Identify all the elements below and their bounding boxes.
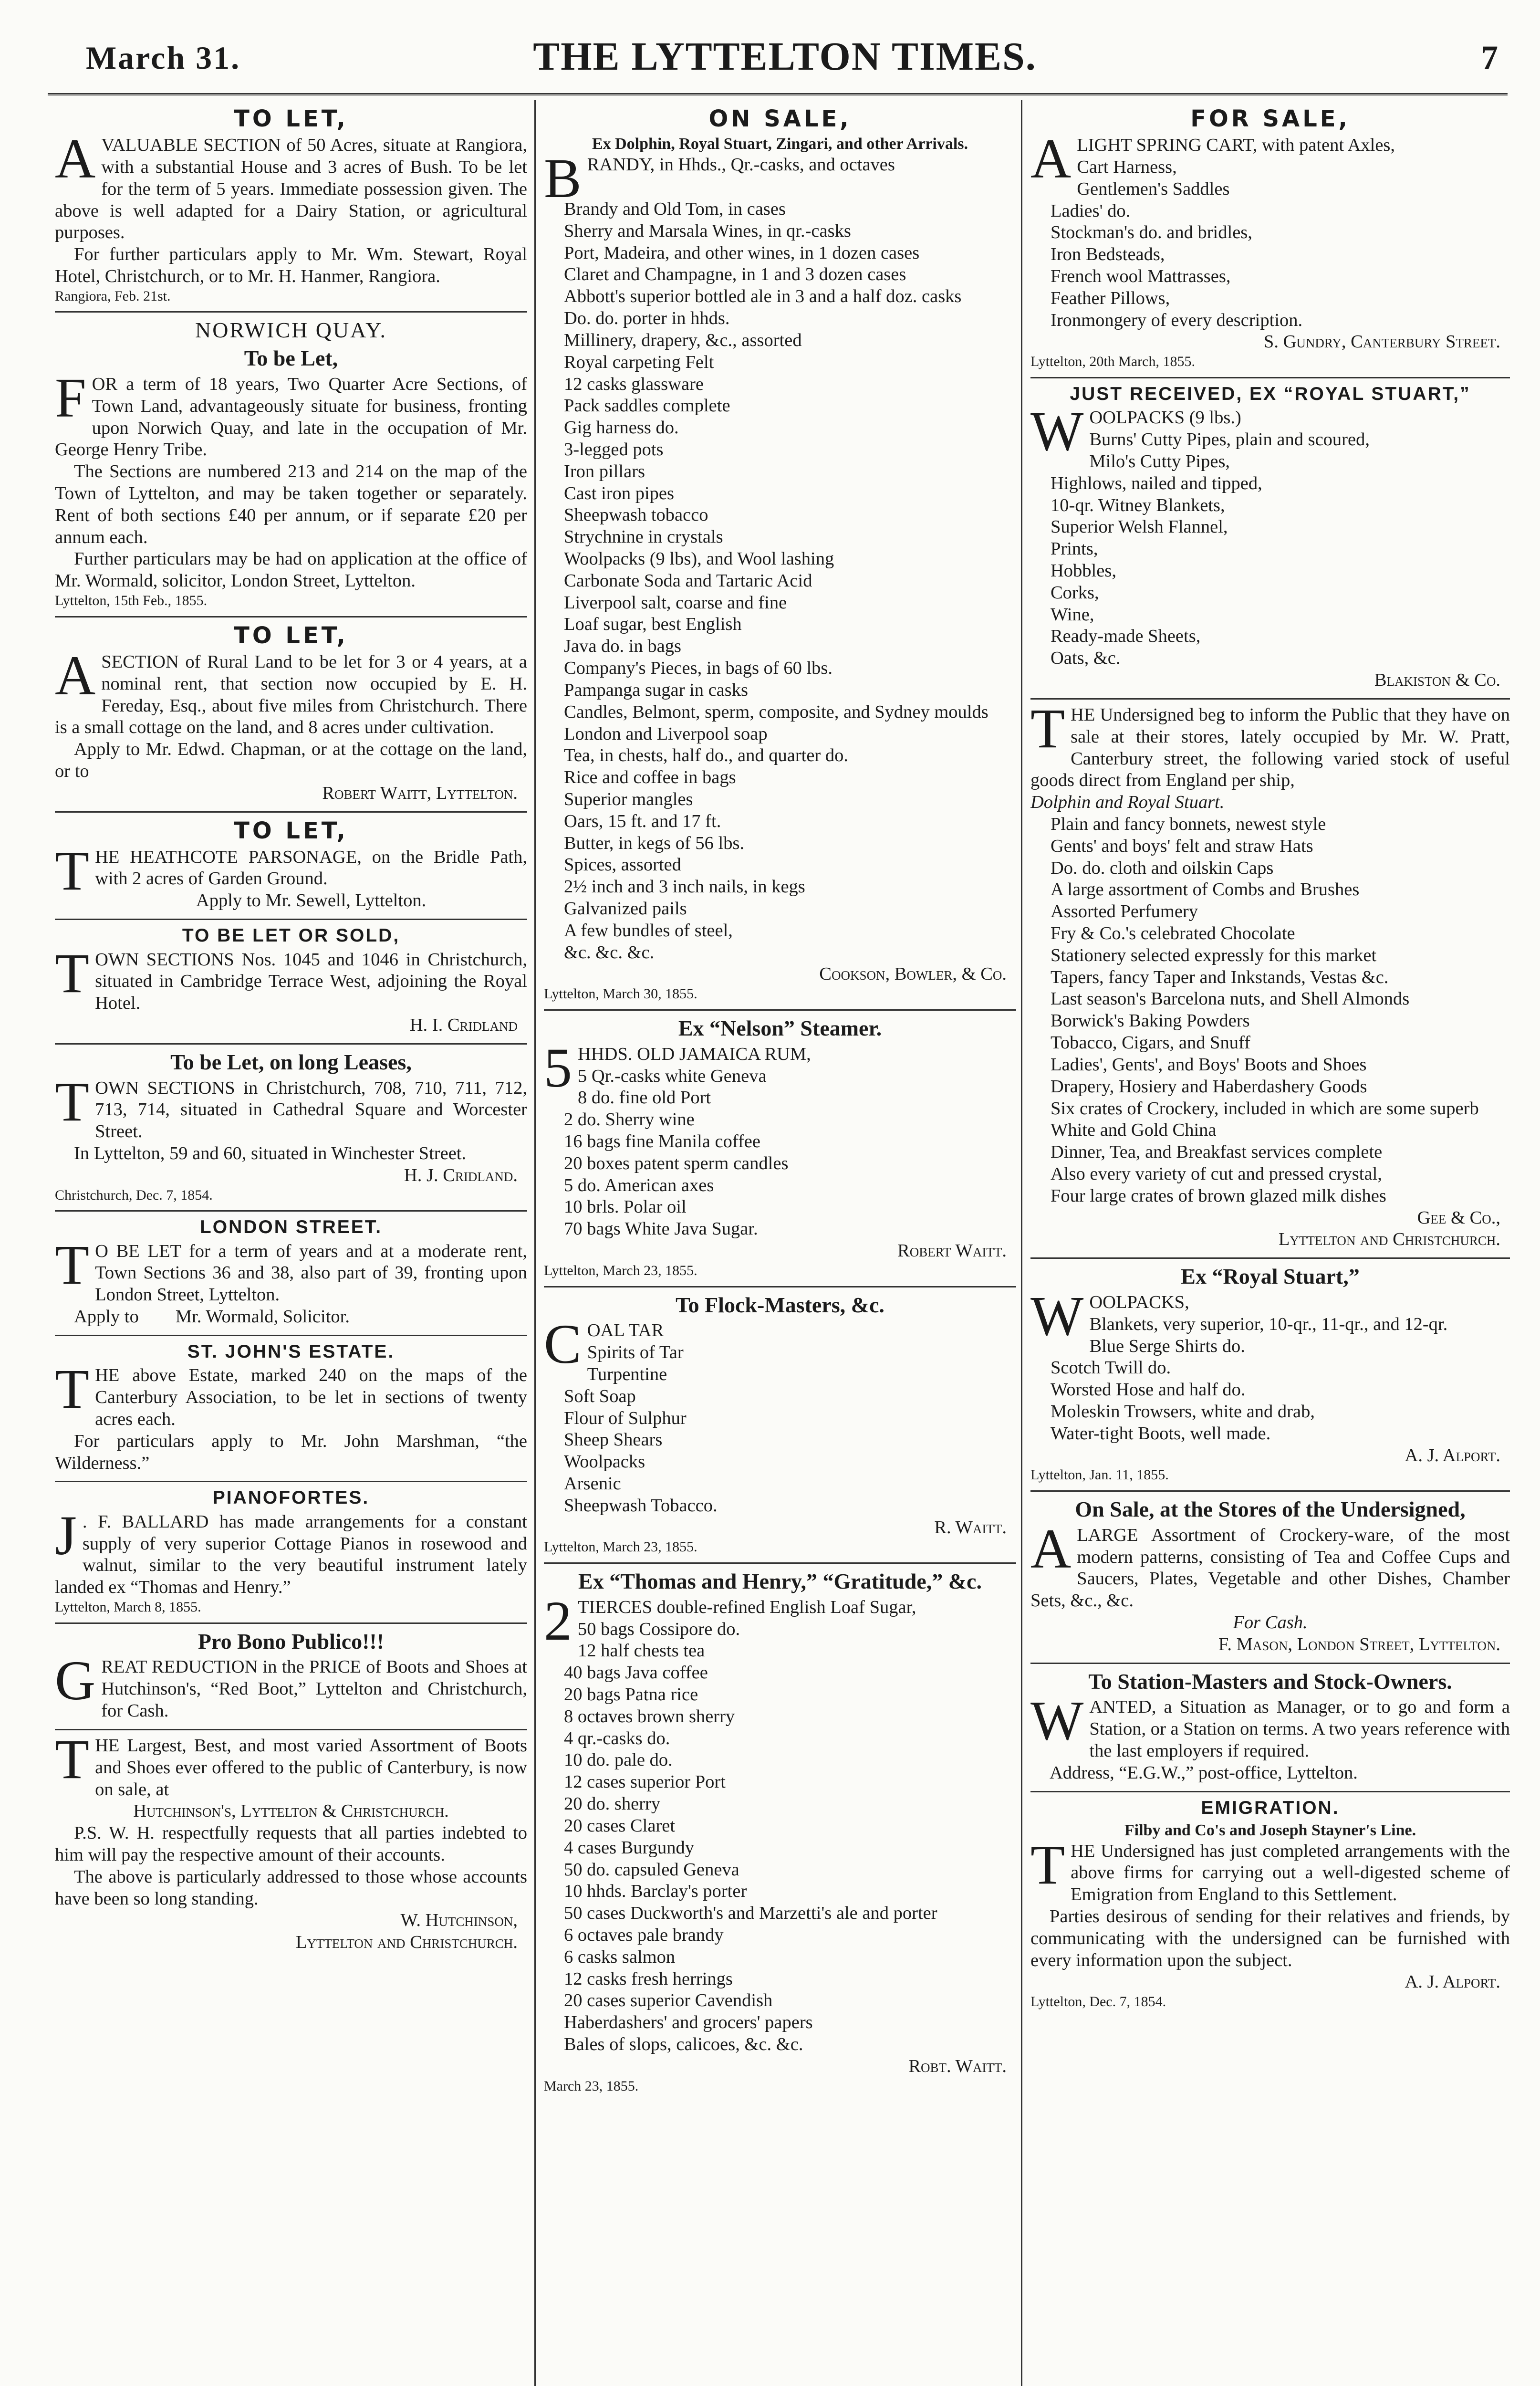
list-item: 10 do. pale do. xyxy=(564,1750,673,1770)
drop-cap: G xyxy=(55,1649,96,1712)
list-item: Pampanga sugar in casks xyxy=(564,680,748,700)
ad-body: Further particulars may be had on application at the office of Mr. Wormald, solicitor, London Street, Lyttelton. xyxy=(55,549,527,591)
drop-cap: F xyxy=(55,366,86,429)
list-item: Sherry and Marsala Wines, in qr.-casks xyxy=(564,220,851,241)
ad-separator xyxy=(1030,698,1510,700)
ad-date: Rangiora, Feb. 21st. xyxy=(55,288,171,304)
list-item: Tea, in chests, half do., and quarter do. xyxy=(564,745,848,766)
list-item: 12 cases superior Port xyxy=(564,1772,726,1792)
ad-date: Christchurch, Dec. 7, 1854. xyxy=(55,1187,213,1203)
ad-hutchinson-boots xyxy=(55,1727,527,1954)
ad-heading: Ex “Royal Stuart,” xyxy=(1181,1264,1360,1289)
ad-separator xyxy=(1030,1663,1510,1664)
drop-cap: A xyxy=(1030,127,1072,190)
item-list xyxy=(544,1066,1016,1241)
list-item: Ironmongery of every description. xyxy=(1051,310,1303,330)
list-item: Company's Pieces, in bags of 60 lbs. xyxy=(564,658,833,679)
ad-body: Apply to Mr. Wormald, Solicitor. xyxy=(74,1307,350,1327)
ad-heading: To be Let, on long Leases, xyxy=(170,1049,412,1074)
list-item: Port, Madeira, and other wines, in 1 dozen cases xyxy=(564,242,920,263)
list-item: Iron pillars xyxy=(564,461,645,481)
item-list xyxy=(544,1342,1016,1517)
ad-separator xyxy=(544,1286,1016,1287)
ad-signature: H. I. Cridland xyxy=(409,1015,518,1035)
list-item: Four large crates of brown glazed milk dishes xyxy=(1051,1185,1386,1206)
list-item: French wool Mattrasses, xyxy=(1051,266,1231,286)
ad-for-sale-cart xyxy=(1030,105,1510,370)
newspaper-title: THE LYTTELTON TIMES. xyxy=(533,34,1037,79)
item-list xyxy=(544,199,1016,963)
ad-subheading: To be Let, xyxy=(244,346,338,371)
ad-body: For further particulars apply to Mr. Wm. Stewart, Royal Hotel, Christchurch, or to Mr. H. Hanmer, Rangiora. xyxy=(55,244,527,286)
item-list xyxy=(1030,157,1510,332)
list-item: 6 casks salmon xyxy=(564,1946,676,1967)
ad-body: The Sections are numbered 213 and 214 on the map of the Town of Lyttelton, and may be taken together or separately. Rent of both sections £40 per annum, or if separate £20 per annum each. xyxy=(55,461,527,547)
list-item: 12 half chests tea xyxy=(578,1641,705,1661)
ad-signature: Robt. Waitt. xyxy=(908,2056,1007,2076)
ad-body: Hutchinson's, Lyttelton & Christchurch. xyxy=(133,1801,449,1821)
list-item: Gents' and boys' felt and straw Hats xyxy=(1051,836,1313,856)
list-item: Gig harness do. xyxy=(564,418,679,438)
list-item: Tobacco, Cigars, and Snuff xyxy=(1051,1033,1250,1053)
ad-separator xyxy=(1030,1257,1510,1259)
list-item: 40 bags Java coffee xyxy=(564,1663,708,1683)
ad-heading: FOR SALE, xyxy=(1190,105,1350,132)
ad-separator xyxy=(55,1622,527,1624)
item-list xyxy=(1030,814,1510,1207)
list-item: Dinner, Tea, and Breakfast services complete xyxy=(1051,1142,1383,1162)
list-item: Flour of Sulphur xyxy=(564,1408,687,1428)
list-item: Highlows, nailed and tipped, xyxy=(1051,473,1262,493)
ad-to-let-rural xyxy=(55,622,527,805)
list-item: 50 bags Cossipore do. xyxy=(578,1619,740,1639)
ad-signature: A. J. Alport. xyxy=(1405,1972,1500,1992)
ad-body: OR a term of 18 years, Two Quarter Acre Sections, of Town Land, advantageously situate for business, fronting upon Norwich Quay, and late in the occupation of Mr. George Henry Tribe. xyxy=(55,374,527,460)
list-item: Arsenic xyxy=(564,1473,621,1494)
ad-body: . F. BALLARD has made arrangements for a constant supply of very superior Cottage Pianos in rosewood and walnut, similar to the very beautiful instrument lately landed ex “Thomas and Henry.” xyxy=(55,1511,527,1598)
ad-body: HHDS. OLD JAMAICA RUM, xyxy=(578,1044,811,1064)
ad-body: Address, “E.G.W.,” post-office, Lyttelton. xyxy=(1050,1762,1358,1783)
item-list xyxy=(544,1619,1016,2056)
list-item: 2 do. Sherry wine xyxy=(564,1109,695,1130)
list-item: Stockman's do. and bridles, xyxy=(1051,222,1252,243)
ad-st-johns-estate xyxy=(55,1341,527,1474)
ad-heading: To Station-Masters and Stock-Owners. xyxy=(1088,1669,1452,1694)
ad-body: LARGE Assortment of Crockery-ware, of the most modern patterns, consisting of Tea and Coffee Cups and Saucers, Plates, Vegetable and other Dishes, Chamber Sets, &c., &c. xyxy=(1030,1525,1510,1611)
drop-cap: T xyxy=(55,839,90,902)
ad-body: TIERCES double-refined English Loaf Sugar, xyxy=(578,1597,916,1617)
ad-norwich-quay xyxy=(55,317,527,609)
ad-body: P.S. W. H. respectfully requests that all parties indebted to him will pay the respective amount of their accounts. xyxy=(55,1823,527,1865)
column-divider xyxy=(1021,100,1022,2386)
ad-long-leases xyxy=(55,1049,527,1203)
drop-cap: T xyxy=(1030,1833,1065,1896)
ad-pro-bono-publico xyxy=(55,1629,527,1722)
drop-cap: J xyxy=(55,1504,77,1567)
list-item: 2½ inch and 3 inch nails, in kegs xyxy=(564,877,805,897)
list-item: Do. do. cloth and oilskin Caps xyxy=(1051,858,1274,878)
list-item: Sheep Shears xyxy=(564,1430,663,1450)
ad-heading: TO LET, xyxy=(234,622,348,649)
list-item: Oats, &c. xyxy=(1051,648,1121,669)
list-item: Prints, xyxy=(1051,539,1098,559)
list-item: Cart Harness, xyxy=(1077,157,1177,177)
ad-signature: R. Waitt. xyxy=(934,1517,1007,1538)
ad-body: REAT REDUCTION in the PRICE of Boots and Shoes at Hutchinson's, “Red Boot,” Lyttelton and Christchurch, for Cash. xyxy=(101,1657,527,1721)
ad-body: HE HEATHCOTE PARSONAGE, on the Bridle Path, with 2 acres of Garden Ground. xyxy=(95,847,527,889)
ad-royal-stuart-woolpacks xyxy=(1030,1264,1510,1484)
ad-body: OAL TAR xyxy=(587,1320,664,1341)
ad-body: RANDY, in Hhds., Qr.-casks, and octaves xyxy=(587,154,895,175)
list-item: Drapery, Hosiery and Haberdashery Goods xyxy=(1051,1076,1367,1097)
list-item: 10 hhds. Barclay's porter xyxy=(564,1881,747,1902)
ad-heading: Ex “Thomas and Henry,” “Gratitude,” &c. xyxy=(578,1569,982,1594)
list-item: Abbott's superior bottled ale in 3 and a half doz. casks xyxy=(564,286,962,307)
ad-just-received xyxy=(1030,383,1510,691)
ad-separator xyxy=(544,1009,1016,1011)
drop-cap: A xyxy=(55,127,96,190)
list-item: &c. &c. &c. xyxy=(564,942,655,963)
list-item: 20 cases Claret xyxy=(564,1815,676,1836)
ad-body: O BE LET for a term of years and at a moderate rent, Town Sections 36 and 38, also part of 39, fronting upon London Street, Lyttelton. xyxy=(95,1241,527,1305)
ad-separator xyxy=(55,919,527,920)
drop-cap: A xyxy=(55,644,96,707)
drop-cap: T xyxy=(55,942,90,1005)
ad-body: In Lyttelton, 59 and 60, situated in Winchester Street. xyxy=(74,1143,467,1163)
list-item: 4 cases Burgundy xyxy=(564,1837,695,1858)
list-item: Rice and coffee in bags xyxy=(564,767,736,788)
list-item: 3-legged pots xyxy=(564,439,664,460)
ad-body: ANTED, a Situation as Manager, or to go and form a Station, or a Station on terms. A two years reference with the last employers if required. xyxy=(1089,1697,1510,1761)
ad-date: Lyttelton, March 23, 1855. xyxy=(544,1262,697,1278)
ad-separator xyxy=(1030,1791,1510,1792)
ad-heading: LONDON STREET. xyxy=(199,1217,383,1238)
ad-signature: Gee & Co., xyxy=(1417,1207,1500,1228)
ad-subheading: Filby and Co's and Joseph Stayner's Line. xyxy=(1124,1821,1416,1840)
ad-heading: Pro Bono Publico!!! xyxy=(198,1629,385,1653)
ad-heading: ST. JOHN'S ESTATE. xyxy=(187,1341,395,1362)
list-item: 50 cases Duckworth's and Marzetti's ale and porter xyxy=(564,1903,937,1924)
list-item: Pack saddles complete xyxy=(564,396,730,416)
ad-to-let-rangiora xyxy=(55,105,527,304)
list-item: 5 do. American axes xyxy=(564,1175,714,1195)
list-item: Haberdashers' and grocers' papers xyxy=(564,2012,813,2033)
list-item: Do. do. porter in hhds. xyxy=(564,308,730,329)
list-item: Brandy and Old Tom, in cases xyxy=(564,199,786,220)
ad-body: For particulars apply to Mr. John Marshman, “the Wilderness.” xyxy=(55,1431,527,1473)
list-item: Plain and fancy bonnets, newest style xyxy=(1051,814,1326,834)
ad-thomas-and-henry xyxy=(544,1569,1016,2094)
list-item: Stationery selected expressly for this market xyxy=(1051,945,1377,965)
list-item: Wine, xyxy=(1051,604,1094,625)
ad-heading: To Flock-Masters, &c. xyxy=(676,1292,884,1317)
ad-signature: Lyttelton and Christchurch. xyxy=(295,1932,518,1953)
ad-body: SECTION of Rural Land to be let for 3 or 4 years, at a nominal rent, that section now occupied by E. H. Fereday, Esq., about five miles from Christchurch. There is a small cottage on the land, and 8 acres under cultivation. xyxy=(55,651,527,738)
list-item: 12 casks fresh herrings xyxy=(564,1968,733,1989)
list-item: 4 qr.-casks do. xyxy=(564,1728,670,1748)
list-item: Butter, in kegs of 56 lbs. xyxy=(564,833,745,853)
list-item: Royal carpeting Felt xyxy=(564,352,714,372)
column-3 xyxy=(1030,103,1510,2386)
list-item: Blue Serge Shirts do. xyxy=(1089,1336,1245,1356)
ad-body: OWN SECTIONS in Christchurch, 708, 710, 711, 712, 713, 714, situated in Cathedral Square and Worcester Street. xyxy=(95,1078,527,1142)
ad-body: Dolphin and Royal Stuart. xyxy=(1030,792,1225,813)
drop-cap: 2 xyxy=(544,1589,572,1652)
item-list xyxy=(1030,429,1510,670)
ad-on-sale-cookson xyxy=(544,105,1016,1003)
column-1 xyxy=(55,103,527,2386)
list-item: 70 bags White Java Sugar. xyxy=(564,1219,758,1239)
list-item: 50 do. capsuled Geneva xyxy=(564,1859,739,1880)
ad-heading: ON SALE, xyxy=(708,105,852,132)
column-divider xyxy=(534,100,536,2386)
list-item: Assorted Perfumery xyxy=(1051,901,1198,922)
ad-signature: W. Hutchinson, xyxy=(400,1910,518,1931)
list-item: Ladies' do. xyxy=(1051,200,1131,221)
list-item: Scotch Twill do. xyxy=(1051,1358,1171,1378)
list-item: Tapers, fancy Taper and Inkstands, Vestas &c. xyxy=(1051,967,1389,987)
ad-heading: NORWICH QUAY. xyxy=(195,318,387,343)
ad-body: Apply to Mr. Edwd. Chapman, or at the cottage on the land, or to xyxy=(55,739,527,781)
ad-signature: F. Mason, London Street, Lyttelton. xyxy=(1218,1634,1500,1654)
ad-signature: Blakiston & Co. xyxy=(1374,670,1500,691)
ad-body: LIGHT SPRING CART, with patent Axles, xyxy=(1077,135,1395,156)
list-item: Strychnine in crystals xyxy=(564,527,723,547)
list-item: Ready-made Sheets, xyxy=(1051,626,1201,647)
ad-date: Lyttelton, Jan. 11, 1855. xyxy=(1030,1467,1169,1483)
ad-body: HE Undersigned beg to inform the Public that they have on sale at their stores, lately occupied by Mr. W. Pratt, Canterbury street, the following varied stock of useful goods direct from England per ship, xyxy=(1030,704,1510,791)
ad-signature: Lyttelton and Christchurch. xyxy=(1278,1229,1500,1250)
list-item: A large assortment of Combs and Brushes xyxy=(1051,879,1360,900)
drop-cap: T xyxy=(55,1233,90,1296)
ad-separator xyxy=(55,1210,527,1212)
list-item: Blankets, very superior, 10-qr., 11-qr., and 12-qr. xyxy=(1089,1314,1448,1334)
list-item: Also every variety of cut and pressed crystal, xyxy=(1051,1163,1382,1184)
ad-date: March 23, 1855. xyxy=(544,2078,639,2094)
ad-body: HE above Estate, marked 240 on the maps of the Canterbury Association, to be let in sections of twenty acres each. xyxy=(95,1365,527,1429)
ad-separator xyxy=(55,1729,527,1730)
ad-date: Lyttelton, March 30, 1855. xyxy=(544,986,697,1002)
ad-signature: S. Gundry, Canterbury Street. xyxy=(1263,332,1500,352)
list-item: 8 octaves brown sherry xyxy=(564,1706,735,1727)
ad-separator xyxy=(1030,1490,1510,1492)
list-item: Fry & Co.'s celebrated Chocolate xyxy=(1051,923,1295,944)
list-item: Sheepwash Tobacco. xyxy=(564,1495,718,1516)
ad-london-street xyxy=(55,1216,527,1328)
list-item: Iron Bedsteads, xyxy=(1051,244,1165,265)
drop-cap: W xyxy=(1030,400,1084,463)
list-item: Liverpool salt, coarse and fine xyxy=(564,592,787,613)
drop-cap: T xyxy=(55,1070,90,1133)
list-item: Burns' Cutty Pipes, plain and scoured, xyxy=(1089,429,1370,450)
ad-separator xyxy=(1030,377,1510,378)
list-item: Hobbles, xyxy=(1051,561,1116,581)
ad-date: Lyttelton, 20th March, 1855. xyxy=(1030,354,1195,370)
list-item: 6 octaves pale brandy xyxy=(564,1925,724,1945)
list-item: Soft Soap xyxy=(564,1386,636,1406)
list-item: Gentlemen's Saddles xyxy=(1077,178,1230,199)
ad-to-be-let-or-sold xyxy=(55,925,527,1036)
ad-body: Parties desirous of sending for their relatives and friends, by communicating with the undersigned can be furnished with every information upon the subject. xyxy=(1030,1906,1510,1970)
ad-heading: TO LET, xyxy=(234,817,348,844)
ad-body: The above is particularly addressed to those whose accounts have been so long standing. xyxy=(55,1866,527,1909)
list-item: Oars, 15 ft. and 17 ft. xyxy=(564,811,721,831)
ad-heading: On Sale, at the Stores of the Undersigned, xyxy=(1075,1497,1466,1522)
ad-heading: TO BE LET OR SOLD, xyxy=(182,925,400,946)
ad-station-masters xyxy=(1030,1669,1510,1784)
drop-cap: A xyxy=(1030,1517,1072,1580)
ad-pianofortes xyxy=(55,1487,527,1615)
drop-cap: 5 xyxy=(544,1036,572,1099)
list-item: Ladies', Gents', and Boys' Boots and Shoes xyxy=(1051,1054,1367,1075)
drop-cap: T xyxy=(1030,697,1065,760)
ad-crockery-sale xyxy=(1030,1496,1510,1656)
drop-cap: B xyxy=(544,147,582,209)
ad-heading: EMIGRATION. xyxy=(1201,1797,1340,1818)
list-item: Claret and Champagne, in 1 and 3 dozen cases xyxy=(564,264,906,285)
ad-signature: Robert Waitt. xyxy=(897,1241,1007,1261)
drop-cap: C xyxy=(544,1313,582,1376)
ad-body: HE Largest, Best, and most varied Assortment of Boots and Shoes ever offered to the public of Canterbury, is now on sale, at xyxy=(95,1735,527,1800)
item-list xyxy=(1030,1314,1510,1445)
ad-flock-masters xyxy=(544,1292,1016,1556)
list-item: Java do. in bags xyxy=(564,636,681,657)
list-item: 12 casks glassware xyxy=(564,374,704,394)
list-item: Cast iron pipes xyxy=(564,483,674,503)
list-item: Carbonate Soda and Tartaric Acid xyxy=(564,570,812,591)
list-item: Superior Welsh Flannel, xyxy=(1051,517,1228,537)
list-item: 10-qr. Witney Blankets, xyxy=(1051,495,1225,515)
list-item: Galvanized pails xyxy=(564,899,687,919)
list-item: Superior mangles xyxy=(564,789,693,809)
list-item: A few bundles of steel, xyxy=(564,920,733,941)
ad-separator xyxy=(55,1043,527,1045)
list-item: Woolpacks xyxy=(564,1452,645,1472)
ad-body: Apply to Mr. Sewell, Lyttelton. xyxy=(196,890,427,911)
ad-gee-and-co xyxy=(1030,697,1510,1251)
list-item: Spirits of Tar xyxy=(587,1342,684,1363)
drop-cap: T xyxy=(55,1358,90,1421)
ad-subheading: Ex Dolphin, Royal Stuart, Zingari, and other Arrivals. xyxy=(592,135,968,153)
list-item: London and Liverpool soap xyxy=(564,723,768,744)
header-month: March 31. xyxy=(86,40,241,76)
list-item: Worsted Hose and half do. xyxy=(1051,1380,1246,1400)
ad-heathcote-parsonage xyxy=(55,817,527,912)
list-item: Feather Pillows, xyxy=(1051,288,1170,308)
list-item: Bales of slops, calicoes, &c. &c. xyxy=(564,2034,803,2055)
list-item: 20 do. sherry xyxy=(564,1794,661,1814)
ad-separator xyxy=(55,811,527,813)
list-item: 10 brls. Polar oil xyxy=(564,1197,687,1217)
list-item: Loaf sugar, best English xyxy=(564,614,742,635)
list-item: Candles, Belmont, sperm, composite, and Sydney moulds xyxy=(564,701,989,722)
ad-separator xyxy=(55,311,527,313)
list-item: 20 cases superior Cavendish xyxy=(564,1990,773,2011)
drop-cap: W xyxy=(1030,1689,1084,1752)
list-item: 8 do. fine old Port xyxy=(578,1088,711,1108)
ad-date: Lyttelton, March 8, 1855. xyxy=(55,1599,201,1615)
drop-cap: T xyxy=(55,1727,90,1790)
column-2 xyxy=(544,103,1016,2386)
list-item: 16 bags fine Manila coffee xyxy=(564,1131,760,1151)
ad-signature: Cookson, Bowler, & Co. xyxy=(819,964,1007,984)
list-item: Sheepwash tobacco xyxy=(564,505,708,525)
drop-cap: W xyxy=(1030,1284,1084,1347)
ad-body: OOLPACKS, xyxy=(1089,1292,1189,1312)
ad-body: OOLPACKS (9 lbs.) xyxy=(1089,408,1241,428)
page-header xyxy=(62,29,1508,86)
page-number: 7 xyxy=(1481,39,1498,77)
ad-signature: A. J. Alport. xyxy=(1405,1445,1500,1465)
list-item: Borwick's Baking Powders xyxy=(1051,1011,1250,1031)
ad-body: OWN SECTIONS Nos. 1045 and 1046 in Christchurch, situated in Cambridge Terrace West, adjoining the Royal Hotel. xyxy=(95,949,527,1014)
ad-heading: Ex “Nelson” Steamer. xyxy=(678,1015,882,1040)
list-item: Last season's Barcelona nuts, and Shell Almonds xyxy=(1051,989,1410,1009)
ad-signature: Robert Waitt, Lyttelton. xyxy=(322,783,518,803)
list-item: 20 bags Patna rice xyxy=(564,1685,698,1705)
header-rule xyxy=(48,93,1508,95)
list-item: 5 Qr.-casks white Geneva xyxy=(578,1066,767,1086)
list-item: Spices, assorted xyxy=(564,855,681,875)
ad-heading: JUST RECEIVED, EX “ROYAL STUART,” xyxy=(1070,383,1471,404)
list-item: Woolpacks (9 lbs), and Wool lashing xyxy=(564,549,834,569)
list-item: Milo's Cutty Pipes, xyxy=(1089,451,1230,471)
ad-body: HE Undersigned has just completed arrangements with the above firms for carrying out a well-digested scheme of Emigration from England to this Settlement. xyxy=(1071,1841,1510,1905)
list-item: Water-tight Boots, well made. xyxy=(1051,1423,1271,1444)
ad-body: VALUABLE SECTION of 50 Acres, situate at Rangiora, with a substantial House and 3 acres of Bush. To be let for the term of 5 years. Immediate possession given. The above is well adapted for a Dairy Station, or agricultural purposes. xyxy=(55,135,527,243)
ad-signature: H. J. Cridland. xyxy=(404,1165,518,1185)
ad-date: Lyttelton, March 23, 1855. xyxy=(544,1539,697,1555)
ad-separator xyxy=(544,1562,1016,1564)
ad-date: Lyttelton, 15th Feb., 1855. xyxy=(55,593,208,609)
ad-body: For Cash. xyxy=(1233,1612,1308,1633)
list-item: Corks, xyxy=(1051,582,1099,603)
list-item: Turpentine xyxy=(587,1364,667,1384)
ad-emigration xyxy=(1030,1797,1510,2010)
ad-heading: TO LET, xyxy=(234,105,348,132)
ad-separator xyxy=(55,1335,527,1336)
ad-date: Lyttelton, Dec. 7, 1854. xyxy=(1030,1994,1166,2010)
ad-heading: PIANOFORTES. xyxy=(212,1487,370,1508)
list-item: Six crates of Crockery, included in which are some superb White and Gold China xyxy=(1051,1098,1479,1141)
ad-separator xyxy=(55,1481,527,1482)
ad-nelson-steamer xyxy=(544,1015,1016,1279)
list-item: Millinery, drapery, &c., assorted xyxy=(564,330,802,350)
list-item: Moleskin Trowsers, white and drab, xyxy=(1051,1402,1315,1422)
list-item: 20 boxes patent sperm candles xyxy=(564,1153,789,1173)
ad-separator xyxy=(55,616,527,617)
